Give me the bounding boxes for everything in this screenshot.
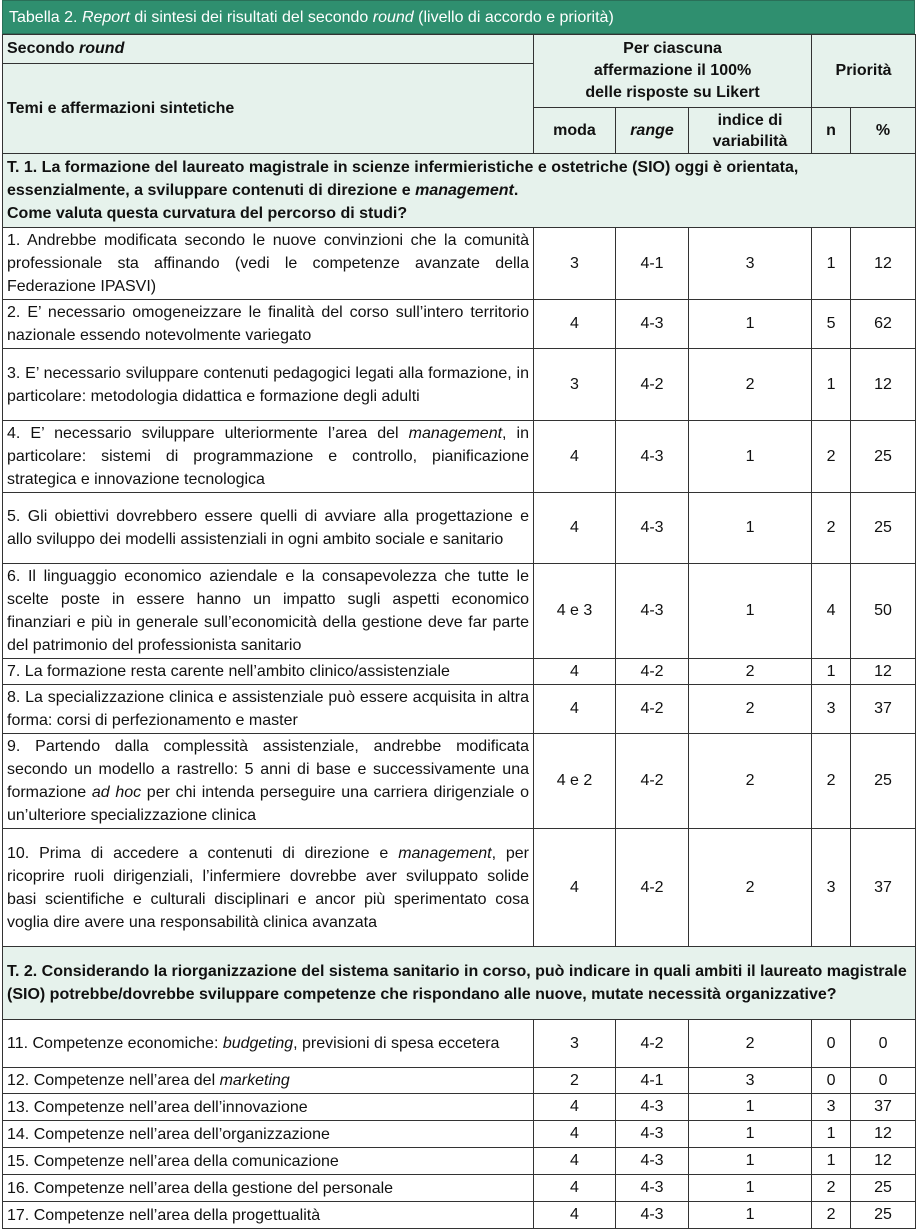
indice-cell: 1	[689, 493, 812, 564]
table-row	[3, 734, 916, 829]
indice-cell: 1	[689, 1148, 812, 1175]
caption-suffix: (livello di accordo e priorità)	[413, 9, 614, 26]
statement-cell	[3, 1094, 534, 1121]
statement-text-t3: per chi intenda perseguire una carriera dirigenziale o un’ulteriore specializzazione clinica	[7, 784, 530, 824]
n-cell: 0	[812, 1020, 851, 1068]
header-secondo-label: Secondo	[7, 40, 80, 57]
range-cell: 4-1	[616, 1068, 689, 1094]
header-moda: moda	[534, 108, 616, 154]
header-indice: indice di variabilità	[689, 108, 812, 154]
moda-cell: 4 e 3	[534, 564, 616, 659]
results-table	[2, 34, 916, 1229]
moda-cell: 4	[534, 1094, 616, 1121]
moda-cell: 3	[534, 349, 616, 421]
statement-cell	[3, 349, 534, 421]
statement-cell	[3, 300, 534, 349]
table-row	[3, 564, 916, 659]
theme-1-part-a: T. 1. La formazione del laureato magistrale in scienze infermieristiche e ostetriche (SIO) oggi è orientata, essenzialmente, a sviluppare contenuti di direzione e	[7, 159, 799, 199]
statement-cell	[3, 564, 534, 659]
statement-text-t1: 12. Competenze nell’area del	[7, 1072, 220, 1089]
n-cell: 1	[812, 659, 851, 685]
caption-italic-round: round	[372, 9, 414, 26]
indice-cell: 1	[689, 564, 812, 659]
n-cell: 2	[812, 421, 851, 493]
indice-cell: 1	[689, 1094, 812, 1121]
moda-cell: 4	[534, 685, 616, 734]
theme-2-text: T. 2. Considerando la riorganizzazione del sistema sanitario in corso, può indicare in quali ambiti il laureato magistrale (SIO) potrebbe/dovrebbe sviluppare competenze che rispondano alle nuove, mutate necessità organizzative?	[3, 947, 916, 1020]
range-cell: 4-3	[616, 1121, 689, 1148]
n-cell: 2	[812, 493, 851, 564]
indice-cell: 1	[689, 1121, 812, 1148]
moda-cell: 4	[534, 1148, 616, 1175]
pct-cell: 12	[851, 228, 916, 300]
statement-text-t1: 7. La formazione resta carente nell’ambito clinico/assistenziale	[7, 663, 450, 680]
range-cell: 4-2	[616, 685, 689, 734]
indice-cell: 2	[689, 685, 812, 734]
table-row	[3, 1020, 916, 1068]
moda-cell: 3	[534, 228, 616, 300]
statement-cell	[3, 1175, 534, 1202]
range-cell: 4-3	[616, 493, 689, 564]
statement-text-t2: marketing	[219, 1072, 290, 1089]
report-table-figure	[2, 0, 915, 1229]
range-cell: 4-3	[616, 1175, 689, 1202]
header-round-label: round	[79, 40, 125, 57]
range-cell: 4-2	[616, 659, 689, 685]
statement-cell	[3, 734, 534, 829]
pct-cell: 25	[851, 421, 916, 493]
range-cell: 4-2	[616, 1020, 689, 1068]
statement-text-t1: 16. Competenze nell’area della gestione del personale	[7, 1179, 394, 1197]
indice-cell: 1	[689, 300, 812, 349]
range-cell: 4-3	[616, 564, 689, 659]
range-cell: 4-2	[616, 734, 689, 829]
table-row	[3, 493, 916, 564]
pct-cell: 37	[851, 685, 916, 734]
theme-1-part-c: .	[513, 182, 519, 199]
pct-cell: 25	[851, 493, 916, 564]
statement-cell	[3, 1148, 534, 1175]
indice-cell: 2	[689, 829, 812, 947]
statement-cell	[3, 829, 534, 947]
header-range: range	[616, 108, 689, 154]
caption-mid: di sintesi dei risultati del secondo	[129, 9, 373, 26]
indice-cell: 2	[689, 1020, 812, 1068]
statement-text-t1: 10. Prima di accedere a contenuti di direzione e	[7, 844, 399, 862]
moda-cell: 4 e 2	[534, 734, 616, 829]
statement-cell	[3, 421, 534, 493]
statement-text-t1: 3. E’ necessario sviluppare contenuti pedagogici legati alla formazione, in particolare: metodologia didattica e formazione degli adulti	[7, 364, 529, 405]
theme-1-question: Come valuta questa curvatura del percorso di studi?	[7, 205, 408, 222]
caption-prefix: Tabella 2.	[9, 9, 82, 26]
statement-text-t1: 4. E’ necessario sviluppare ulteriormente l’area del	[7, 425, 409, 442]
table-row	[3, 1121, 916, 1148]
n-cell: 1	[812, 228, 851, 300]
statement-cell	[3, 685, 534, 734]
pct-cell: 37	[851, 1094, 916, 1121]
theme-1-text	[3, 154, 916, 228]
pct-cell: 12	[851, 659, 916, 685]
n-cell: 4	[812, 564, 851, 659]
n-cell: 0	[812, 1068, 851, 1094]
table-row	[3, 1094, 916, 1121]
pct-cell: 25	[851, 1202, 916, 1229]
indice-cell: 1	[689, 1175, 812, 1202]
header-temi: Temi e affermazioni sintetiche	[3, 64, 534, 154]
pct-cell: 12	[851, 349, 916, 421]
range-cell: 4-3	[616, 421, 689, 493]
statement-text-t1: 14. Competenze nell’area dell’organizzazione	[7, 1125, 330, 1143]
n-cell: 2	[812, 734, 851, 829]
moda-cell: 4	[534, 1121, 616, 1148]
indice-cell: 2	[689, 659, 812, 685]
statement-text-t2: ad hoc	[91, 784, 142, 801]
header-row-1	[3, 35, 916, 64]
indice-cell: 3	[689, 228, 812, 300]
pct-cell: 25	[851, 1175, 916, 1202]
n-cell: 2	[812, 1175, 851, 1202]
pct-cell: 0	[851, 1068, 916, 1094]
statement-cell	[3, 1121, 534, 1148]
range-cell: 4-2	[616, 829, 689, 947]
indice-cell: 2	[689, 349, 812, 421]
theme-1-row	[3, 154, 916, 228]
pct-cell: 25	[851, 734, 916, 829]
moda-cell: 4	[534, 300, 616, 349]
moda-cell: 4	[534, 829, 616, 947]
statement-cell	[3, 228, 534, 300]
range-cell: 4-3	[616, 300, 689, 349]
pct-cell: 12	[851, 1121, 916, 1148]
table-row	[3, 829, 916, 947]
theme-1-part-b: management	[415, 182, 514, 199]
statement-text-t3: , in particolare: sistemi di programmazione e controllo, pianificazione strategica e innovazione tecnologica	[7, 425, 529, 488]
statement-text-t1: 6. Il linguaggio economico aziendale e la consapevolezza che tutte le scelte poste in essere hanno un impatto sugli aspetti economico finanziari e più in generale sull’economicità della gestione deve far parte del patrimonio del professionista sanitario	[7, 568, 529, 654]
indice-cell: 2	[689, 734, 812, 829]
statement-text-t1: 17. Competenze nell’area della progettualità	[7, 1206, 321, 1224]
indice-cell: 1	[689, 1202, 812, 1229]
n-cell: 1	[812, 1121, 851, 1148]
indice-cell: 3	[689, 1068, 812, 1094]
statement-text-t1: 15. Competenze nell’area della comunicazione	[7, 1152, 339, 1170]
moda-cell: 4	[534, 493, 616, 564]
table-row	[3, 1148, 916, 1175]
statement-text-t1: 11. Competenze economiche:	[7, 1035, 223, 1052]
table-row	[3, 659, 916, 685]
header-pct: %	[851, 108, 916, 154]
statement-text-t1: 8. La specializzazione clinica e assistenziale può essere acquisita in altra forma: corsi di perfezionamento e master	[7, 689, 529, 729]
statement-text-t1: 9. Partendo dalla complessità assistenziale, andrebbe modificata secondo un modello a rastrello: 5 anni di base e successivamente una formazione	[7, 738, 529, 801]
moda-cell: 4	[534, 659, 616, 685]
statement-text-t3: , per ricoprire ruoli dirigenziali, l’infermiere dovrebbe aver sviluppato solide basi scientifiche e culturali disciplinari e ancor più sperimentato cosa voglia dire avere una responsabilità clinica avanzata	[7, 844, 530, 931]
statement-text-t2: management	[398, 844, 492, 862]
statement-text-t1: 2. E’ necessario omogeneizzare le finalità del corso sull’intero territorio nazionale essendo notevolmente variegato	[7, 304, 529, 344]
statement-cell	[3, 1020, 534, 1068]
statement-text-t2: budgeting	[222, 1035, 294, 1052]
n-cell: 2	[812, 1202, 851, 1229]
table-row	[3, 228, 916, 300]
table-row	[3, 1175, 916, 1202]
statement-cell	[3, 1068, 534, 1094]
table-row	[3, 349, 916, 421]
n-cell: 3	[812, 829, 851, 947]
theme-2-row	[3, 947, 916, 1020]
moda-cell: 4	[534, 1202, 616, 1229]
range-cell: 4-3	[616, 1094, 689, 1121]
indice-cell: 1	[689, 421, 812, 493]
n-cell: 1	[812, 349, 851, 421]
range-cell: 4-2	[616, 349, 689, 421]
statement-text-t1: 5. Gli obiettivi dovrebbero essere quelli di avviare alla progettazione e allo sviluppo dei modelli assistenziali in ogni ambito sociale e sanitario	[7, 508, 529, 548]
table-row	[3, 685, 916, 734]
pct-cell: 50	[851, 564, 916, 659]
caption-italic-report: Report	[81, 9, 130, 26]
pct-cell: 37	[851, 829, 916, 947]
table-row	[3, 1068, 916, 1094]
moda-cell: 4	[534, 1175, 616, 1202]
header-secondo-round	[3, 35, 534, 64]
statement-text-t1: 13. Competenze nell’area dell’innovazione	[7, 1098, 308, 1116]
n-cell: 1	[812, 1148, 851, 1175]
pct-cell: 62	[851, 300, 916, 349]
table-row	[3, 421, 916, 493]
statement-text-t2: management	[408, 425, 503, 442]
n-cell: 3	[812, 1094, 851, 1121]
moda-cell: 4	[534, 421, 616, 493]
range-cell: 4-1	[616, 228, 689, 300]
pct-cell: 0	[851, 1020, 916, 1068]
n-cell: 3	[812, 685, 851, 734]
header-per-ciascuna: Per ciascuna affermazione il 100% delle risposte su Likert	[534, 35, 812, 108]
statement-cell	[3, 493, 534, 564]
table-caption	[2, 0, 915, 34]
range-cell: 4-3	[616, 1148, 689, 1175]
range-cell: 4-3	[616, 1202, 689, 1229]
statement-cell	[3, 1202, 534, 1229]
header-priorita: Priorità	[812, 35, 916, 108]
statement-text-t1: 1. Andrebbe modificata secondo le nuove convinzioni che la comunità professionale sta affinando (vedi le competenze avanzate della Federazione IPASVI)	[7, 232, 529, 295]
pct-cell: 12	[851, 1148, 916, 1175]
table-row	[3, 1202, 916, 1229]
moda-cell: 3	[534, 1020, 616, 1068]
moda-cell: 2	[534, 1068, 616, 1094]
n-cell: 5	[812, 300, 851, 349]
statement-cell	[3, 659, 534, 685]
table-row	[3, 300, 916, 349]
statement-text-t3: , previsioni di spesa eccetera	[293, 1035, 500, 1052]
header-n: n	[812, 108, 851, 154]
